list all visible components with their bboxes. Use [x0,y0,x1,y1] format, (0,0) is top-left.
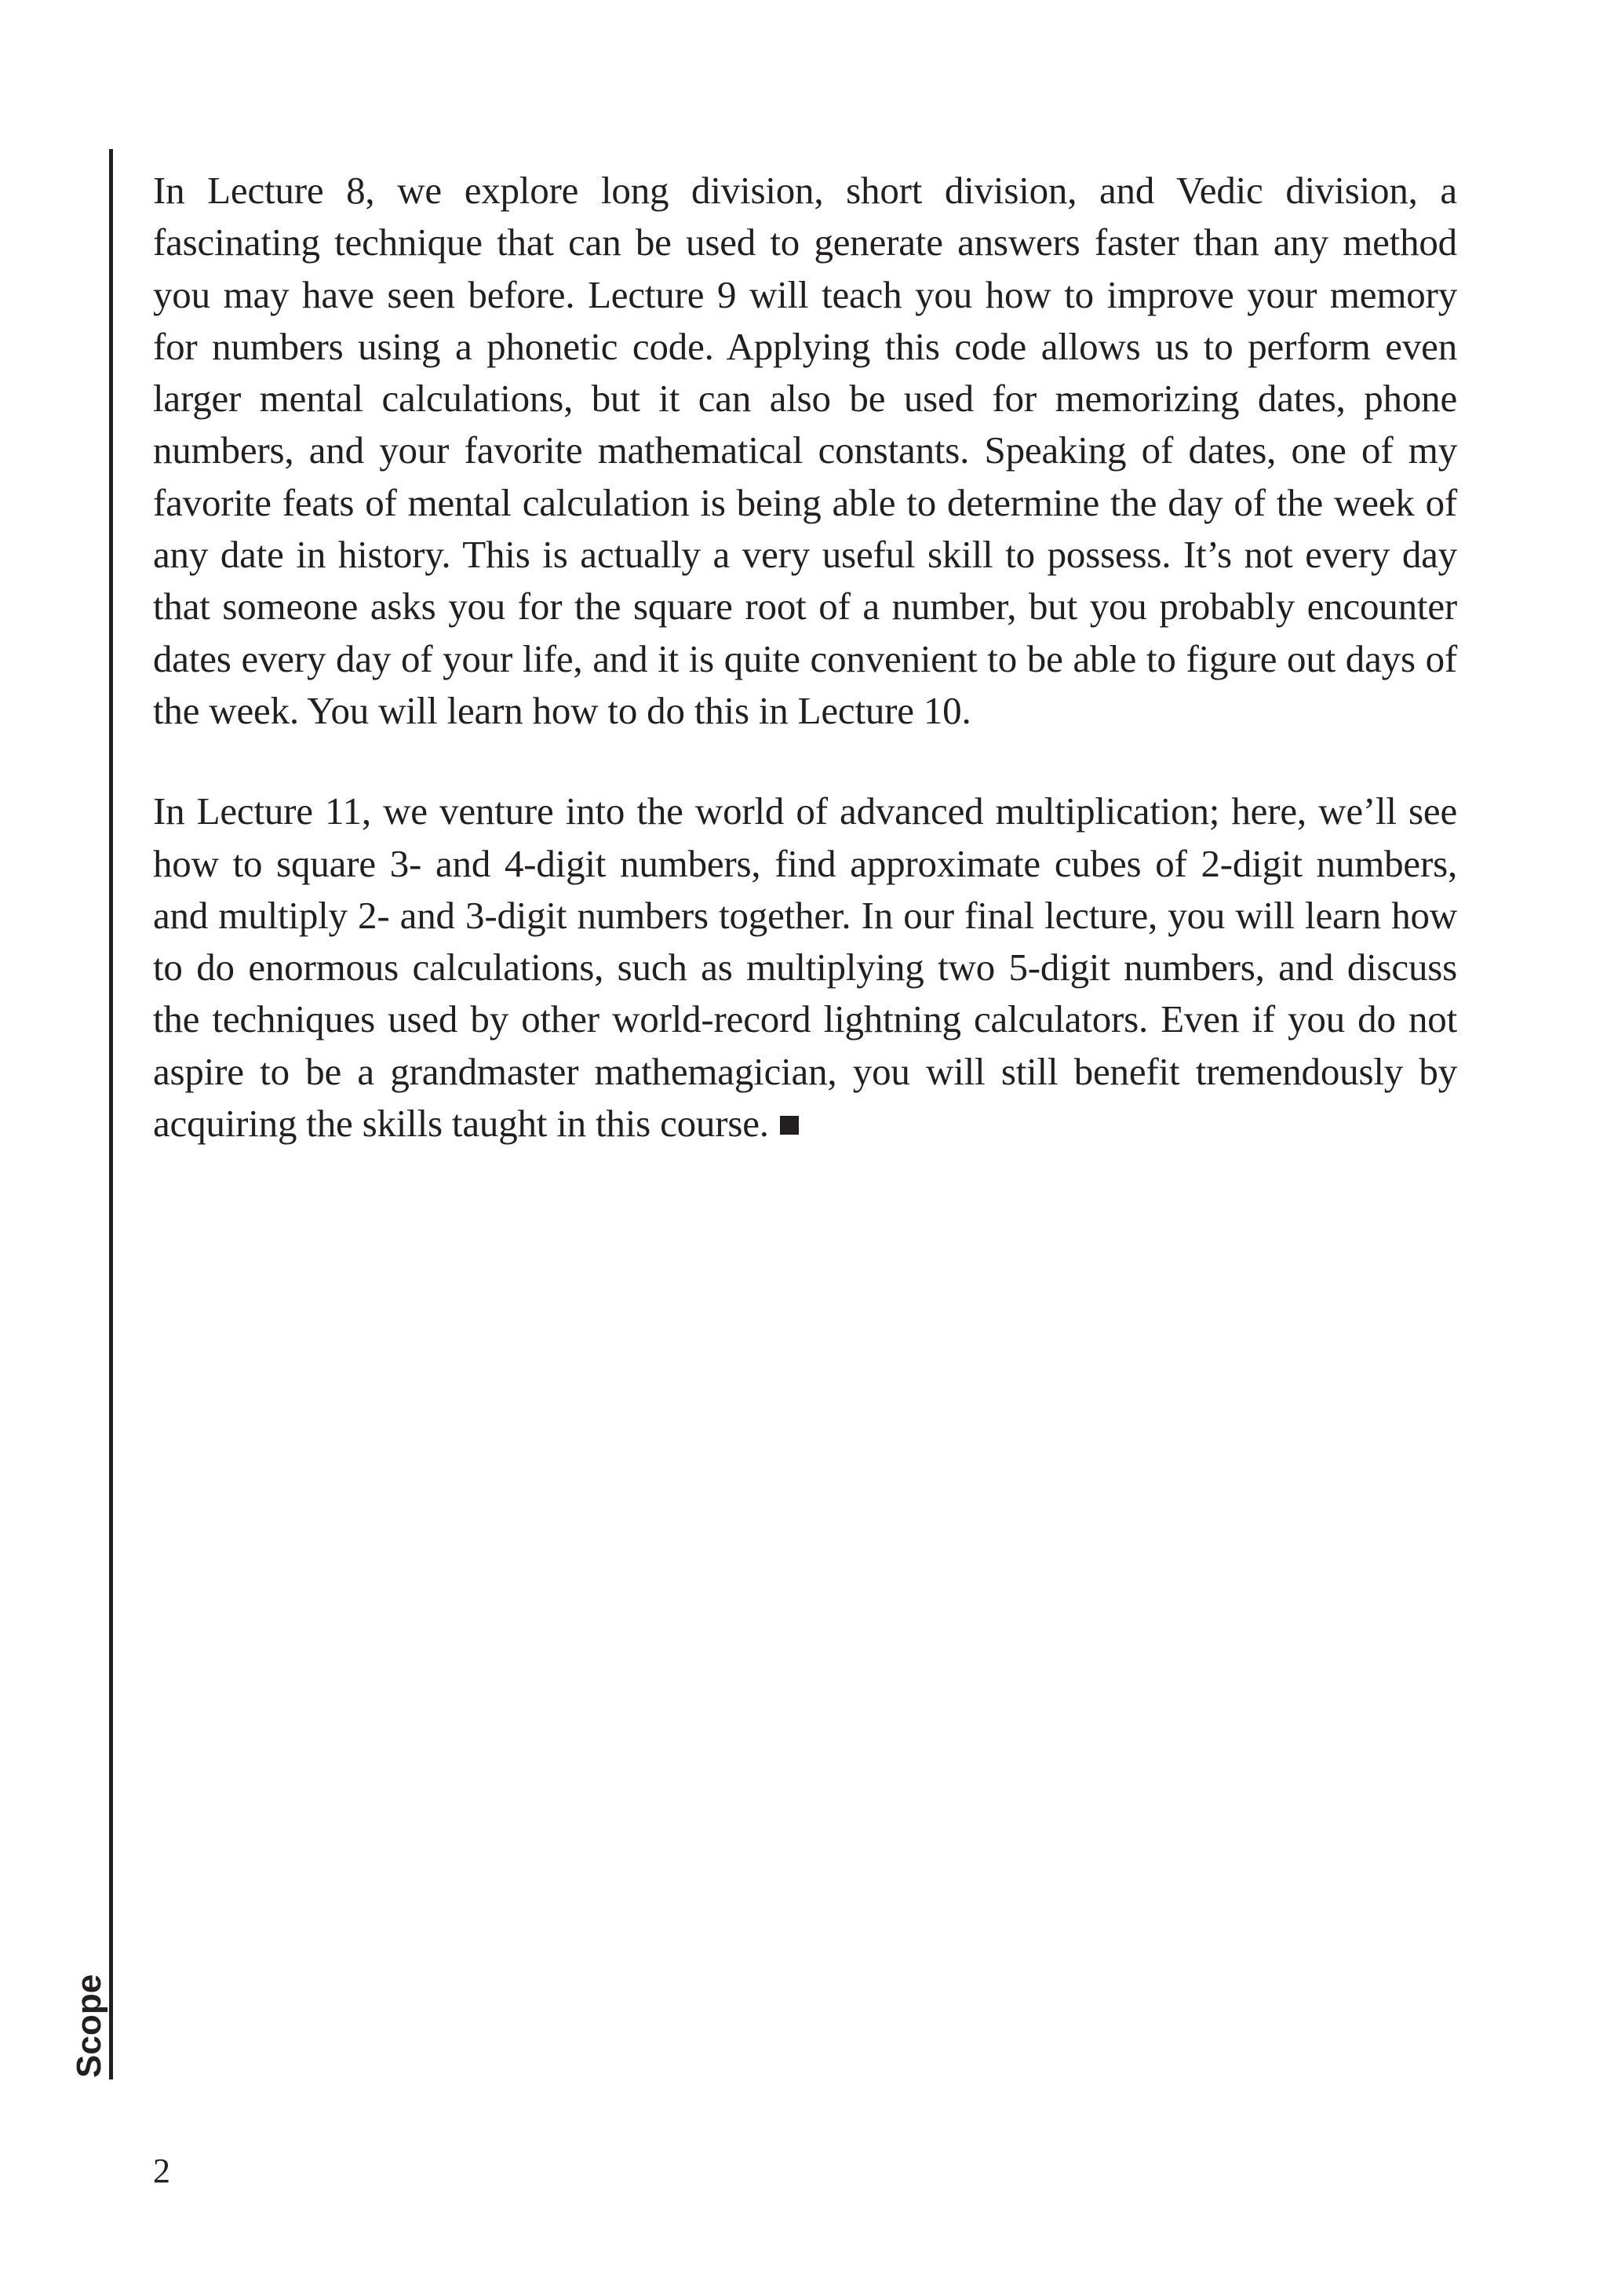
section-tab-label: Scope [70,1973,108,2078]
body-text [153,165,1457,1198]
paragraph-2-text: In Lecture 11, we venture into the world of advanced multiplication; here, we’ll see how to square 3- and 4-digit numbers, find approximate cubes of 2-digit numbers, and multiply 2- and 3-digit numbers together. In our final lecture, you will learn how to do enormous calculations, such as multiplying two 5-digit numbers, and discuss the techniques used by other world-record lightning calculators. Even if you do not aspire to be a grandmaster mathemagician, you will still benefit tremendously by acquiring the skills taught in this course. [153,789,1457,1146]
margin-rule [109,149,113,2079]
paragraph-1: In Lecture 8, we explore long division, short division, and Vedic division, a fascinating technique that can be used to generate answers faster than any method you may have seen before. Lecture 9 will teach you how to improve your memory for numbers using a phonetic code. Applying this code allows us to perform even larger mental calculations, but it can also be used for memorizing dates, phone numbers, and your favorite mathematical constants. Speaking of dates, one of my favorite feats of mental calculation is being able to determine the day of the week of any date in history. This is actually a very useful skill to possess. It’s not every day that someone asks you for the square root of a number, but you probably encounter dates every day of your life, and it is quite convenient to be able to figure out days of the week. You will learn how to do this in Lecture 10. [153,169,1457,732]
paragraph-2 [153,785,1457,1150]
end-mark-icon [780,1116,799,1135]
page-number: 2 [153,2152,170,2190]
